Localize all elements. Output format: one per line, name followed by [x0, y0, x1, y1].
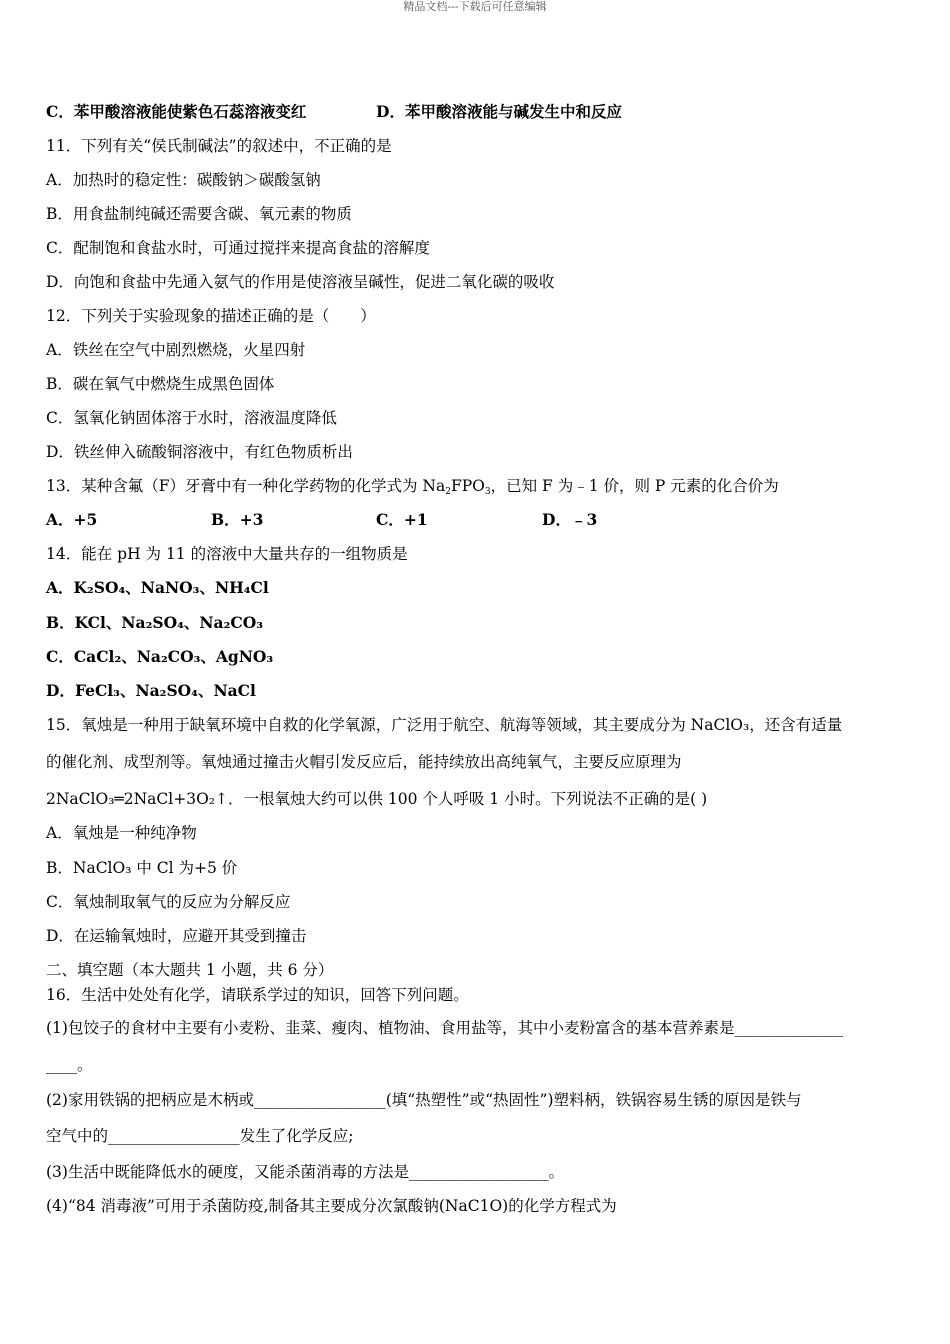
page-header: 精品文档---下载后可任意编辑 [403, 0, 547, 13]
q13-option-b: B．+3 [211, 510, 264, 529]
q11-option-b: B．用食盐制纯碱还需要含碳、氧元素的物质 [46, 205, 352, 223]
section-heading: 二、填空题（本大题共 1 小题，共 6 分） [46, 961, 334, 979]
q11-option-a: A．加热时的稳定性：碳酸钠＞碳酸氢钠 [46, 171, 321, 189]
q15-option-d: D．在运输氧烛时，应避开其受到撞击 [46, 927, 307, 945]
q16-part3: (3)生活中既能降低水的硬度，又能杀菌消毒的方法是__________________。 [46, 1163, 564, 1181]
q11-option-d: D．向饱和食盐中先通入氨气的作用是使溶液呈碱性，促进二氧化碳的吸收 [46, 273, 555, 291]
q13-option-d: D．﹣3 [542, 510, 598, 529]
q10-option-c: C．苯甲酸溶液能使紫色石蕊溶液变红 [46, 102, 307, 121]
q10-option-d: D．苯甲酸溶液能与碱发生中和反应 [376, 102, 622, 121]
q11-stem: 11．下列有关“侯氏制碱法”的叙述中，不正确的是 [46, 137, 392, 155]
q13-stem: 13．某种含氟（F）牙膏中有一种化学药物的化学式为 $Na_2FPO_3$，已知 F 为﹣1 价，则 P 元素的化合价为 [46, 477, 779, 497]
q15-option-a: A．氧烛是一种纯净物 [46, 824, 197, 842]
q14-option-b: B．KCl、Na₂SO₄、Na₂CO₃ [46, 613, 263, 632]
q16-part2-line2: 空气中的_________________发生了化学反应; [46, 1127, 354, 1145]
q15-option-c: C．氧烛制取氧气的反应为分解反应 [46, 893, 291, 911]
q16-stem: 16．生活中处处有化学，请联系学过的知识，回答下列问题。 [46, 986, 469, 1004]
q16-part4: (4)“84 消毒液”可用于杀菌防疫,制备其主要成分次氯酸钠(NaC1O)的化学方程式为 [46, 1197, 617, 1215]
q13-option-a: A．+5 [46, 510, 98, 529]
q14-stem: 14．能在 pH 为 11 的溶液中大量共存的一组物质是 [46, 545, 408, 563]
q12-option-a: A．铁丝在空气中剧烈燃烧，火星四射 [46, 341, 306, 359]
q14-option-c: C．CaCl₂、Na₂CO₃、AgNO₃ [46, 647, 274, 666]
q12-stem: 12．下列关于实验现象的描述正确的是（ ） [46, 307, 376, 325]
q16-part2-line1: (2)家用铁锅的把柄应是木柄或_________________(填“热塑性”或“热固性”)塑料柄，铁锅容易生锈的原因是铁与 [46, 1091, 802, 1109]
q12-option-d: D．铁丝伸入硫酸铜溶液中，有红色物质析出 [46, 443, 353, 461]
q13-option-c: C．+1 [376, 510, 428, 529]
q16-part1-line2: ____。 [46, 1056, 93, 1074]
q11-option-c: C．配制饱和食盐水时，可通过搅拌来提高食盐的溶解度 [46, 239, 430, 257]
q16-part1-line1: (1)包饺子的食材中主要有小麦粉、韭菜、瘦肉、植物油、食用盐等，其中小麦粉富含的基本营养素是______________ [46, 1019, 843, 1037]
q15-stem-line2: 的催化剂、成型剂等。氧烛通过撞击火帽引发反应后，能持续放出高纯氧气，主要反应原理为 [46, 753, 682, 771]
q15-stem-line3: 2NaClO₃═2NaCl+3O₂↑．一根氧烛大约可以供 100 个人呼吸 1 小时。下列说法不正确的是( ) [46, 790, 708, 808]
q15-option-b: B．NaClO₃ 中 Cl 为+5 价 [46, 859, 238, 877]
q15-stem-line1: 15．氧烛是一种用于缺氧环境中自救的化学氧源，广泛用于航空、航海等领域，其主要成分为 NaClO₃，还含有适量 [46, 716, 843, 734]
q14-option-a: A．K₂SO₄、NaNO₃、NH₄Cl [46, 578, 269, 597]
q12-option-b: B．碳在氧气中燃烧生成黑色固体 [46, 375, 275, 393]
q14-option-d: D．FeCl₃、Na₂SO₄、NaCl [46, 681, 256, 700]
q12-option-c: C．氢氧化钠固体溶于水时，溶液温度降低 [46, 409, 337, 427]
